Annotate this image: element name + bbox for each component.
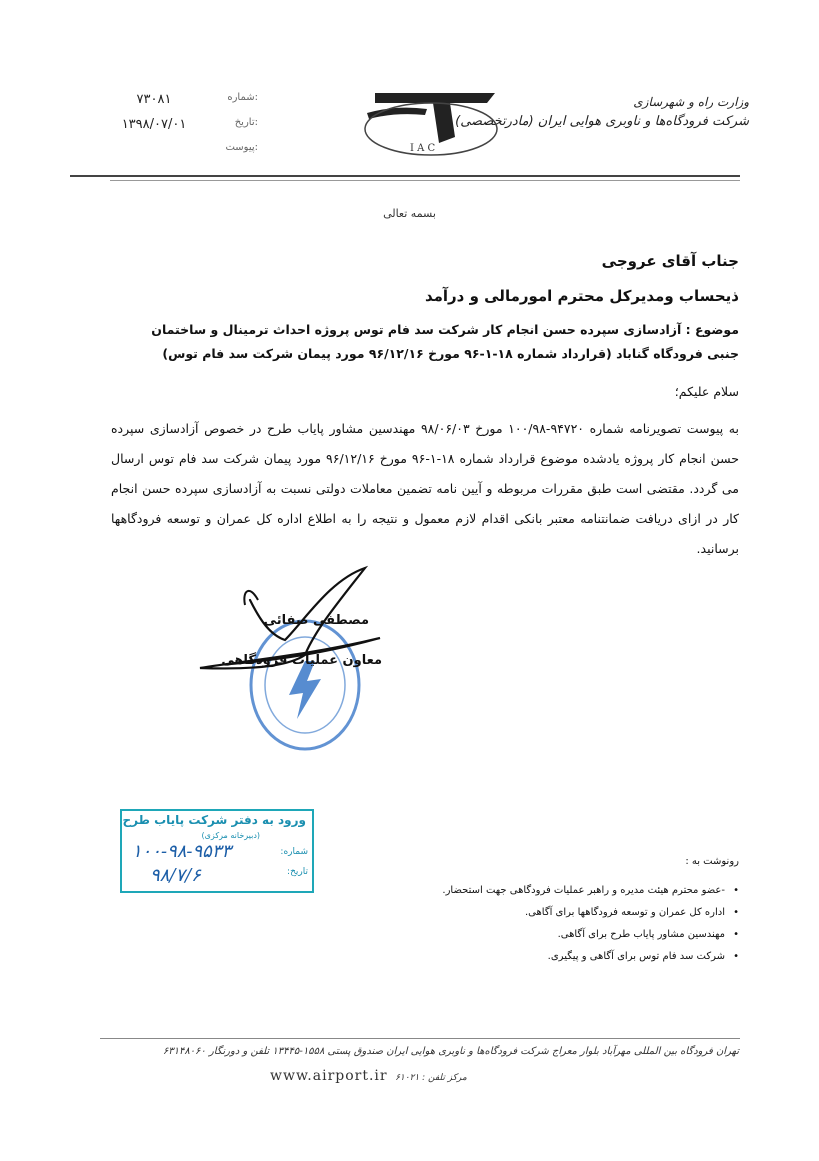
list-item: • شرکت سد فام توس برای آگاهی و پیگیری. [547,951,739,962]
date-value: ۱۳۹۸/۰۷/۰۱ [121,117,187,132]
company-name: شرکت فرودگاه‌ها و ناوبری هوایی ایران (مادرتخصصی) [455,114,749,129]
basmala: بسمه تعالی [383,207,436,220]
list-item: • مهندسین مشاور پایاب طرح برای آگاهی. [557,929,739,940]
signatory-name: مصطفی صفائی [263,613,369,628]
number-value: ۷۳۰۸۱ [136,92,172,107]
signatory-title: معاون عملیات فرودگاهی [221,653,382,668]
list-item: • اداره کل عمران و توسعه فرودگاهها برای آگاهی. [525,907,739,918]
date-label: تاریخ: [234,117,258,128]
stamp-title: ورود به دفتر شرکت پایاب طرح [122,813,306,827]
stamp-number-label: شماره: [280,847,308,857]
logo-text: I A C [410,143,436,154]
footer-divider [100,1038,740,1039]
handwritten-signature-icon [190,560,390,700]
greeting: سلام علیکم؛ [674,384,739,399]
ministry-name: وزارت راه و شهرسازی [633,95,749,109]
stamp-handwritten-number: ۱۰۰-۹۸-۹۵۳۳ [132,841,232,862]
header-divider-thin [110,180,740,181]
header-divider [70,175,740,177]
iac-logo-icon [355,85,505,157]
list-item: • -عضو محترم هیئت مدیره و راهبر عملیات فرودگاهی جهت استحضار. [442,885,739,896]
subject-line: موضوع : آزادسازی سپرده حسن انجام کار شرکت سد فام توس پروژه احداث ترمینال و ساختمان جنبی فرودگاه گناباد (قرارداد شماره ۱۸-۱-۹۶ مورخ ۹۶/۱۲/۱۶ مورد پیمان شرکت سد فام توس) [151,322,739,361]
addressee-title: ذیحساب ومدیرکل محترم امورمالی و درآمد [424,287,739,305]
cc-list [419,880,739,968]
footer-address: تهران فرودگاه بین المللی مهرآباد بلوار معراج شرکت فرودگاه‌ها و ناوبری هوایی ایران صندوق پستی ۱۵۵۸-۱۳۴۴۵ تلفن و دورنگار ۶۳۱۴۸۰۶۰ [162,1046,739,1057]
stamp-subtitle: (دبیرخانه مرکزی) [201,831,260,840]
cc-title: رونوشت به : [685,856,739,867]
call-center: مرکز تلفن : ۶۱۰۲۱ [395,1073,467,1083]
stamp-date-label: تاریخ: [287,867,308,877]
receipt-stamp [120,809,314,893]
number-label: شماره: [227,92,258,103]
attachment-label: پیوست: [225,142,258,153]
addressee-name: جناب آقای عروجی [601,252,739,270]
letter-body: به پیوست تصویرنامه شماره ۹۴۷۲۰-۱۰۰/۹۸ مورخ ۹۸/۰۶/۰۳ مهندسین مشاور پایاب طرح در خصوص آزادسازی سپرده حسن انجام کار پروژه یادشده موضوع قرارداد شماره ۱۸-۱-۹۶ مورخ ۹۶/۱۲/۱۶ مورد پیمان شرکت سد فام توس ارسال می گردد. مقتضی است طبق مقررات مربوطه و آیین نامه تضمین معاملات دولتی نسبت به آزادسازی سپرده حسن انجام کار در ازای دریافت ضمانتنامه معتبر بانکی اقدام لازم معمول و نتیجه را به اطلاع اداره کل عمران و توسعه فرودگاهها برسانید. [111,421,739,556]
letter-meta [118,92,258,167]
stamp-handwritten-date: ۹۸/۷/۶ [150,865,201,886]
website-link[interactable]: www.airport.ir [270,1068,388,1084]
footer-contact [270,1068,467,1084]
